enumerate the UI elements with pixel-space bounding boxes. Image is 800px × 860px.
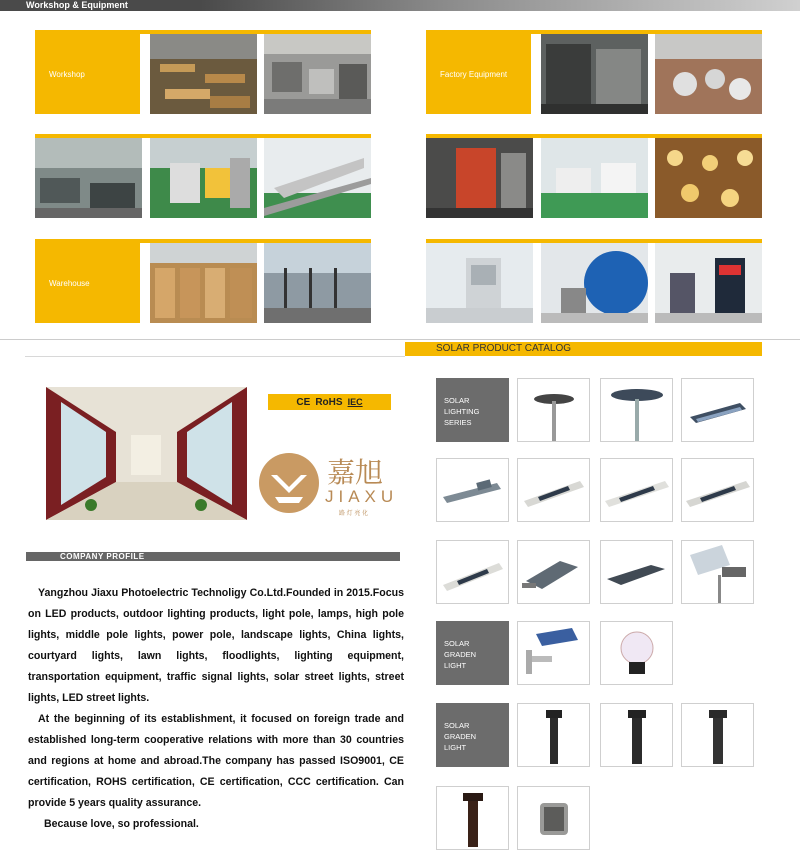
ce-mark: CE: [296, 396, 311, 408]
workshop-photo: [150, 138, 257, 218]
equipment-photo: [541, 138, 648, 218]
profile-title: COMPANY PROFILE: [60, 552, 145, 561]
product-cell: [600, 540, 673, 604]
category-label-line: LIGHTING: [444, 407, 480, 416]
category-label-line: SOLAR: [444, 396, 470, 405]
equipment-photo: [655, 243, 762, 323]
equipment-photo: [655, 34, 762, 114]
category-label-line: LIGHT: [444, 743, 467, 752]
warehouse-photo: [264, 243, 371, 323]
equipment-row-3: [426, 239, 762, 323]
divider: [25, 356, 405, 357]
logo-english: JIAXU: [325, 487, 399, 506]
category-label-line: SOLAR: [444, 639, 470, 648]
product-cell: [517, 703, 590, 767]
profile-paragraph: At the beginning of its establishment, it focused on foreign trade and established long-term cooperative relations with more than 30 countries and regions at home and abroad.The company has passed ISO9001, CE certification, ROHS certification, CE certification, CCC certification. Can provide 5 years quality assurance.: [28, 713, 404, 809]
equipment-photo: [541, 243, 648, 323]
iec-mark: IEC: [347, 397, 363, 407]
product-cell: [681, 458, 754, 522]
workshop-photo: [150, 34, 257, 114]
logo-tagline: 路 灯 亮 化: [339, 511, 369, 517]
product-cell: [436, 786, 509, 850]
rohs-mark: RoHS: [315, 396, 343, 408]
factory-equipment-label: [426, 34, 531, 114]
equipment-row-1: [426, 30, 762, 114]
product-cell: [600, 458, 673, 522]
workshop-photo: [35, 138, 142, 218]
workshop-row-3: [35, 239, 371, 323]
product-cell: [600, 703, 673, 767]
product-cell: [681, 378, 754, 442]
product-cell: [517, 786, 590, 850]
product-cell: [517, 621, 590, 685]
company-logo: [255, 445, 405, 520]
category-label-line: GRADEN: [444, 650, 477, 659]
category-label-line: SERIES: [444, 418, 472, 427]
product-cell: [517, 540, 590, 604]
workshop-row-1: [35, 30, 371, 114]
profile-paragraph: Because love, so professional.: [44, 818, 199, 830]
workshop-photo: [264, 34, 371, 114]
workshop-label: [35, 34, 140, 114]
equipment-photo: [426, 243, 533, 323]
product-cell: [600, 621, 673, 685]
divider: [0, 339, 800, 340]
section-title: Workshop & Equipment: [26, 0, 128, 10]
equipment-photo: [655, 138, 762, 218]
company-profile-text: [28, 583, 404, 835]
product-cell: [517, 458, 590, 522]
category-label-solar-lighting: [436, 378, 509, 442]
product-cell: [681, 540, 754, 604]
logo-chinese: 嘉旭: [327, 456, 384, 489]
equipment-photo: [541, 34, 648, 114]
product-cell: [517, 378, 590, 442]
workshop-row-2: [35, 134, 371, 218]
equipment-row-2: [426, 134, 762, 218]
certification-strip: [268, 394, 391, 410]
catalog-title: SOLAR PRODUCT CATALOG: [436, 343, 572, 354]
category-label-solar-garden: [436, 621, 509, 685]
workshop-photo: [264, 138, 371, 218]
equipment-photo: [426, 138, 533, 218]
header-bar-gradient: [200, 0, 800, 11]
office-corridor-photo: [46, 387, 247, 520]
factory-equipment-label-text: Factory Equipment: [440, 69, 508, 79]
workshop-label-text: Workshop: [49, 69, 85, 79]
product-cell: [681, 703, 754, 767]
category-label-line: SOLAR: [444, 721, 470, 730]
product-cell: [600, 378, 673, 442]
logo-emblem-icon: [259, 453, 319, 513]
profile-paragraph: Yangzhou Jiaxu Photoelectric Technoligy Co.Ltd.Founded in 2015.Focus on LED products, outdoor lighting products, light pole, lamps, high pole lights, middle pole lights, power pole, landscape lights, China lights, courtyard lights, lawn lights, floodlights, lighting equipment, transportation equipment, traffic signal lights, solar street lights, street lights, LED street lights.: [28, 587, 404, 704]
warehouse-label-text: Warehouse: [49, 278, 90, 288]
category-label-solar-garden-2: [436, 703, 509, 767]
product-cell: [436, 458, 509, 522]
warehouse-photo: [150, 243, 257, 323]
warehouse-label: [35, 243, 140, 323]
category-label-line: LIGHT: [444, 661, 467, 670]
product-cell: [436, 540, 509, 604]
category-label-line: GRADEN: [444, 732, 477, 741]
